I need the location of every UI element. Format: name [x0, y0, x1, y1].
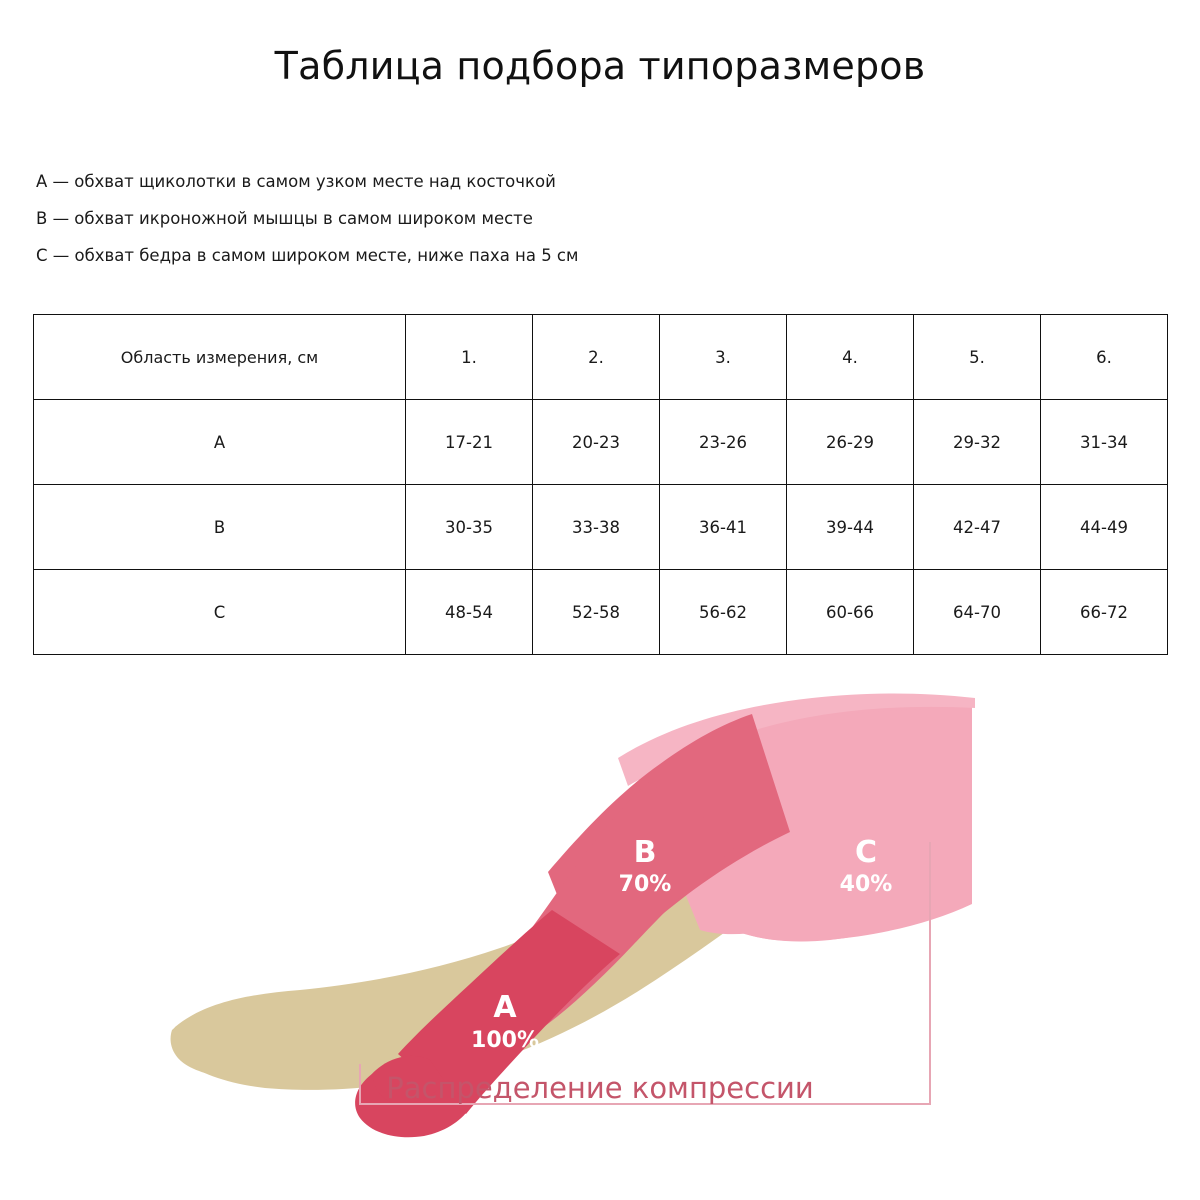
page-title: Таблица подбора типоразмеров: [274, 44, 926, 88]
column-header-size-5: 5.: [914, 315, 1041, 400]
measurement-legend: [36, 172, 578, 283]
figure-caption: Распределение компрессии: [386, 1071, 814, 1105]
cell-c-5: 64-70: [914, 570, 1041, 655]
row-label-a: A: [34, 400, 406, 485]
zone-a-letter: A: [493, 990, 517, 1025]
column-header-measurement: Область измерения, см: [34, 315, 406, 400]
cell-b-4: 39-44: [787, 485, 914, 570]
cell-c-1: 48-54: [406, 570, 533, 655]
zone-c-letter: C: [854, 835, 878, 870]
cell-c-4: 60-66: [787, 570, 914, 655]
table-row: [34, 400, 1168, 485]
zone-c-percent: 40%: [839, 872, 893, 897]
cell-c-3: 56-62: [660, 570, 787, 655]
zone-b-letter: B: [633, 835, 657, 870]
cell-c-6: 66-72: [1041, 570, 1168, 655]
column-header-size-6: 6.: [1041, 315, 1168, 400]
legend-item-c: C — обхват бедра в самом широком месте, ниже паха на 5 см: [36, 246, 579, 265]
size-chart-table: [33, 314, 1168, 655]
cell-a-5: 29-32: [914, 400, 1041, 485]
cell-c-2: 52-58: [533, 570, 660, 655]
table-row: [34, 485, 1168, 570]
legend-item-a: A — обхват щиколотки в самом узком месте над косточкой: [36, 172, 556, 191]
cell-a-3: 23-26: [660, 400, 787, 485]
cell-b-3: 36-41: [660, 485, 787, 570]
row-label-b: B: [34, 485, 406, 570]
legend-item-b: B — обхват икроножной мышцы в самом широком месте: [36, 209, 533, 228]
table-row: [34, 570, 1168, 655]
cell-a-1: 17-21: [406, 400, 533, 485]
row-label-c: C: [34, 570, 406, 655]
table-header-row: [34, 315, 1168, 400]
compression-diagram: [0, 672, 1200, 1200]
cell-b-2: 33-38: [533, 485, 660, 570]
column-header-size-2: 2.: [533, 315, 660, 400]
zone-b-percent: 70%: [618, 872, 672, 897]
cell-a-2: 20-23: [533, 400, 660, 485]
cell-a-6: 31-34: [1041, 400, 1168, 485]
column-header-size-1: 1.: [406, 315, 533, 400]
cell-a-4: 26-29: [787, 400, 914, 485]
column-header-size-4: 4.: [787, 315, 914, 400]
cell-b-5: 42-47: [914, 485, 1041, 570]
cell-b-1: 30-35: [406, 485, 533, 570]
cell-b-6: 44-49: [1041, 485, 1168, 570]
column-header-size-3: 3.: [660, 315, 787, 400]
zone-a-percent: 100%: [471, 1028, 539, 1053]
